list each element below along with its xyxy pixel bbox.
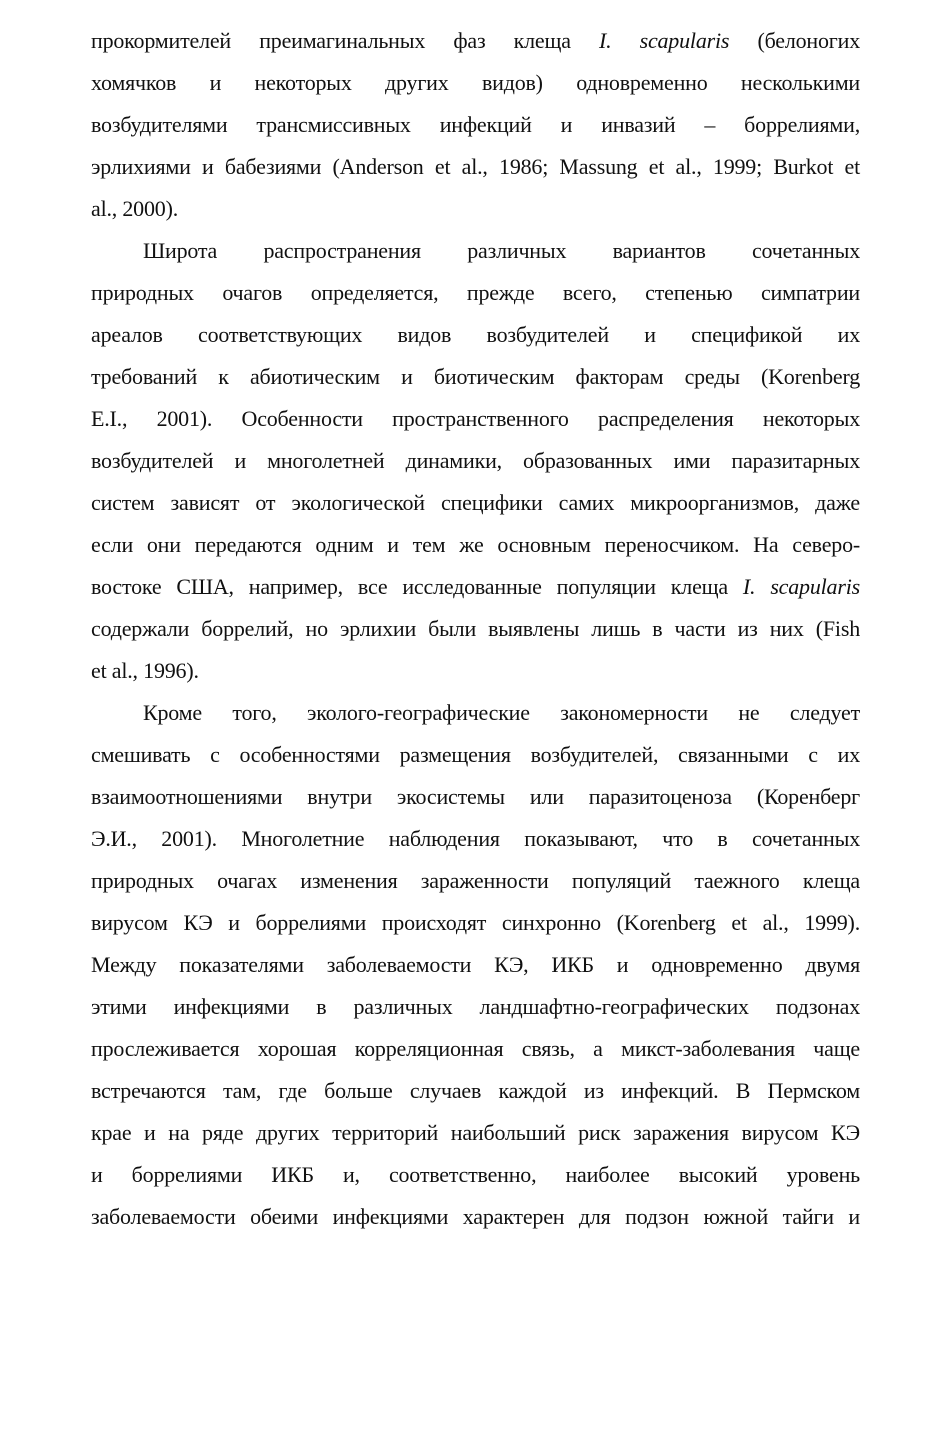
text-line	[91, 1112, 860, 1154]
text-line	[91, 608, 860, 650]
text-line	[91, 230, 860, 272]
text-run: et al., 1996).	[91, 658, 199, 683]
text-run: природных очагах изменения зараженности популяций таежного клеща	[91, 868, 860, 893]
text-run: смешивать с особенностями размещения возбудителей, связанными с их	[91, 742, 860, 767]
text-line	[91, 986, 860, 1028]
text-line	[91, 650, 860, 692]
text-line	[91, 1070, 860, 1112]
text-run: заболеваемости обеими инфекциями характерен для подзон южной тайги и	[91, 1204, 860, 1229]
text-run: хомячков и некоторых других видов) одновременно несколькими	[91, 70, 860, 95]
text-run: Между показателями заболеваемости КЭ, ИКБ и одновременно двумя	[91, 952, 860, 977]
text-line	[91, 272, 860, 314]
text-run: востоке США, например, все исследованные популяции клеща	[91, 574, 743, 599]
text-line	[91, 902, 860, 944]
text-run: и боррелиями ИКБ и, соответственно, наиболее высокий уровень	[91, 1162, 860, 1187]
text-line	[91, 62, 860, 104]
text-run: содержали боррелий, но эрлихии были выявлены лишь в части из них (Fish	[91, 616, 860, 641]
text-run: природных очагов определяется, прежде всего, степенью симпатрии	[91, 280, 860, 305]
text-run: прослеживается хорошая корреляционная связь, а микст-заболевания чаще	[91, 1036, 860, 1061]
text-run: систем зависят от экологической специфики самих микроорганизмов, даже	[91, 490, 860, 515]
text-run: возбудителями трансмиссивных инфекций и инвазий – боррелиями,	[91, 112, 860, 137]
text-line	[91, 524, 860, 566]
text-line	[91, 146, 860, 188]
paragraph	[91, 692, 860, 1238]
text-run: этими инфекциями в различных ландшафтно-географических подзонах	[91, 994, 860, 1019]
text-run: E.I., 2001). Особенности пространственного распределения некоторых	[91, 406, 860, 431]
text-line	[91, 482, 860, 524]
text-line	[91, 566, 860, 608]
text-line	[91, 860, 860, 902]
text-line	[91, 692, 860, 734]
text-line	[91, 314, 860, 356]
document-body	[91, 20, 860, 1238]
text-run: вирусом КЭ и боррелиями происходят синхронно (Korenberg et al., 1999).	[91, 910, 860, 935]
text-run: Кроме того, эколого-географические закономерности не следует	[143, 700, 860, 725]
text-line	[91, 188, 860, 230]
text-run: возбудителей и многолетней динамики, образованных ими паразитарных	[91, 448, 860, 473]
text-run: Широта распространения различных вариантов сочетанных	[143, 238, 860, 263]
text-line	[91, 20, 860, 62]
text-run: ареалов соответствующих видов возбудителей и спецификой их	[91, 322, 860, 347]
text-run: если они передаются одним и тем же основным переносчиком. На северо-	[91, 532, 860, 557]
paragraph	[91, 20, 860, 230]
text-line	[91, 1028, 860, 1070]
text-run: Э.И., 2001). Многолетние наблюдения показывают, что в сочетанных	[91, 826, 860, 851]
text-run: крае и на ряде других территорий наибольший риск заражения вирусом КЭ	[91, 1120, 860, 1145]
text-line	[91, 104, 860, 146]
text-line	[91, 356, 860, 398]
text-run: al., 2000).	[91, 196, 179, 221]
paragraph	[91, 230, 860, 692]
text-run: эрлихиями и бабезиями (Anderson et al., 1986; Massung et al., 1999; Burkot et	[91, 154, 860, 179]
text-line	[91, 818, 860, 860]
text-line	[91, 1196, 860, 1238]
italic-species-name: I. scapularis	[598, 28, 730, 53]
text-line	[91, 440, 860, 482]
italic-species-name: I. scapularis	[742, 574, 860, 599]
text-line	[91, 776, 860, 818]
text-line	[91, 944, 860, 986]
text-run: (белоногих	[729, 28, 860, 53]
text-line	[91, 398, 860, 440]
text-run: встречаются там, где больше случаев каждой из инфекций. В Пермском	[91, 1078, 860, 1103]
text-run: прокормителей преимагинальных фаз клеща	[91, 28, 599, 53]
text-line	[91, 1154, 860, 1196]
text-run: взаимоотношениями внутри экосистемы или паразитоценоза (Коренберг	[91, 784, 860, 809]
text-line	[91, 734, 860, 776]
text-run: требований к абиотическим и биотическим факторам среды (Korenberg	[91, 364, 860, 389]
